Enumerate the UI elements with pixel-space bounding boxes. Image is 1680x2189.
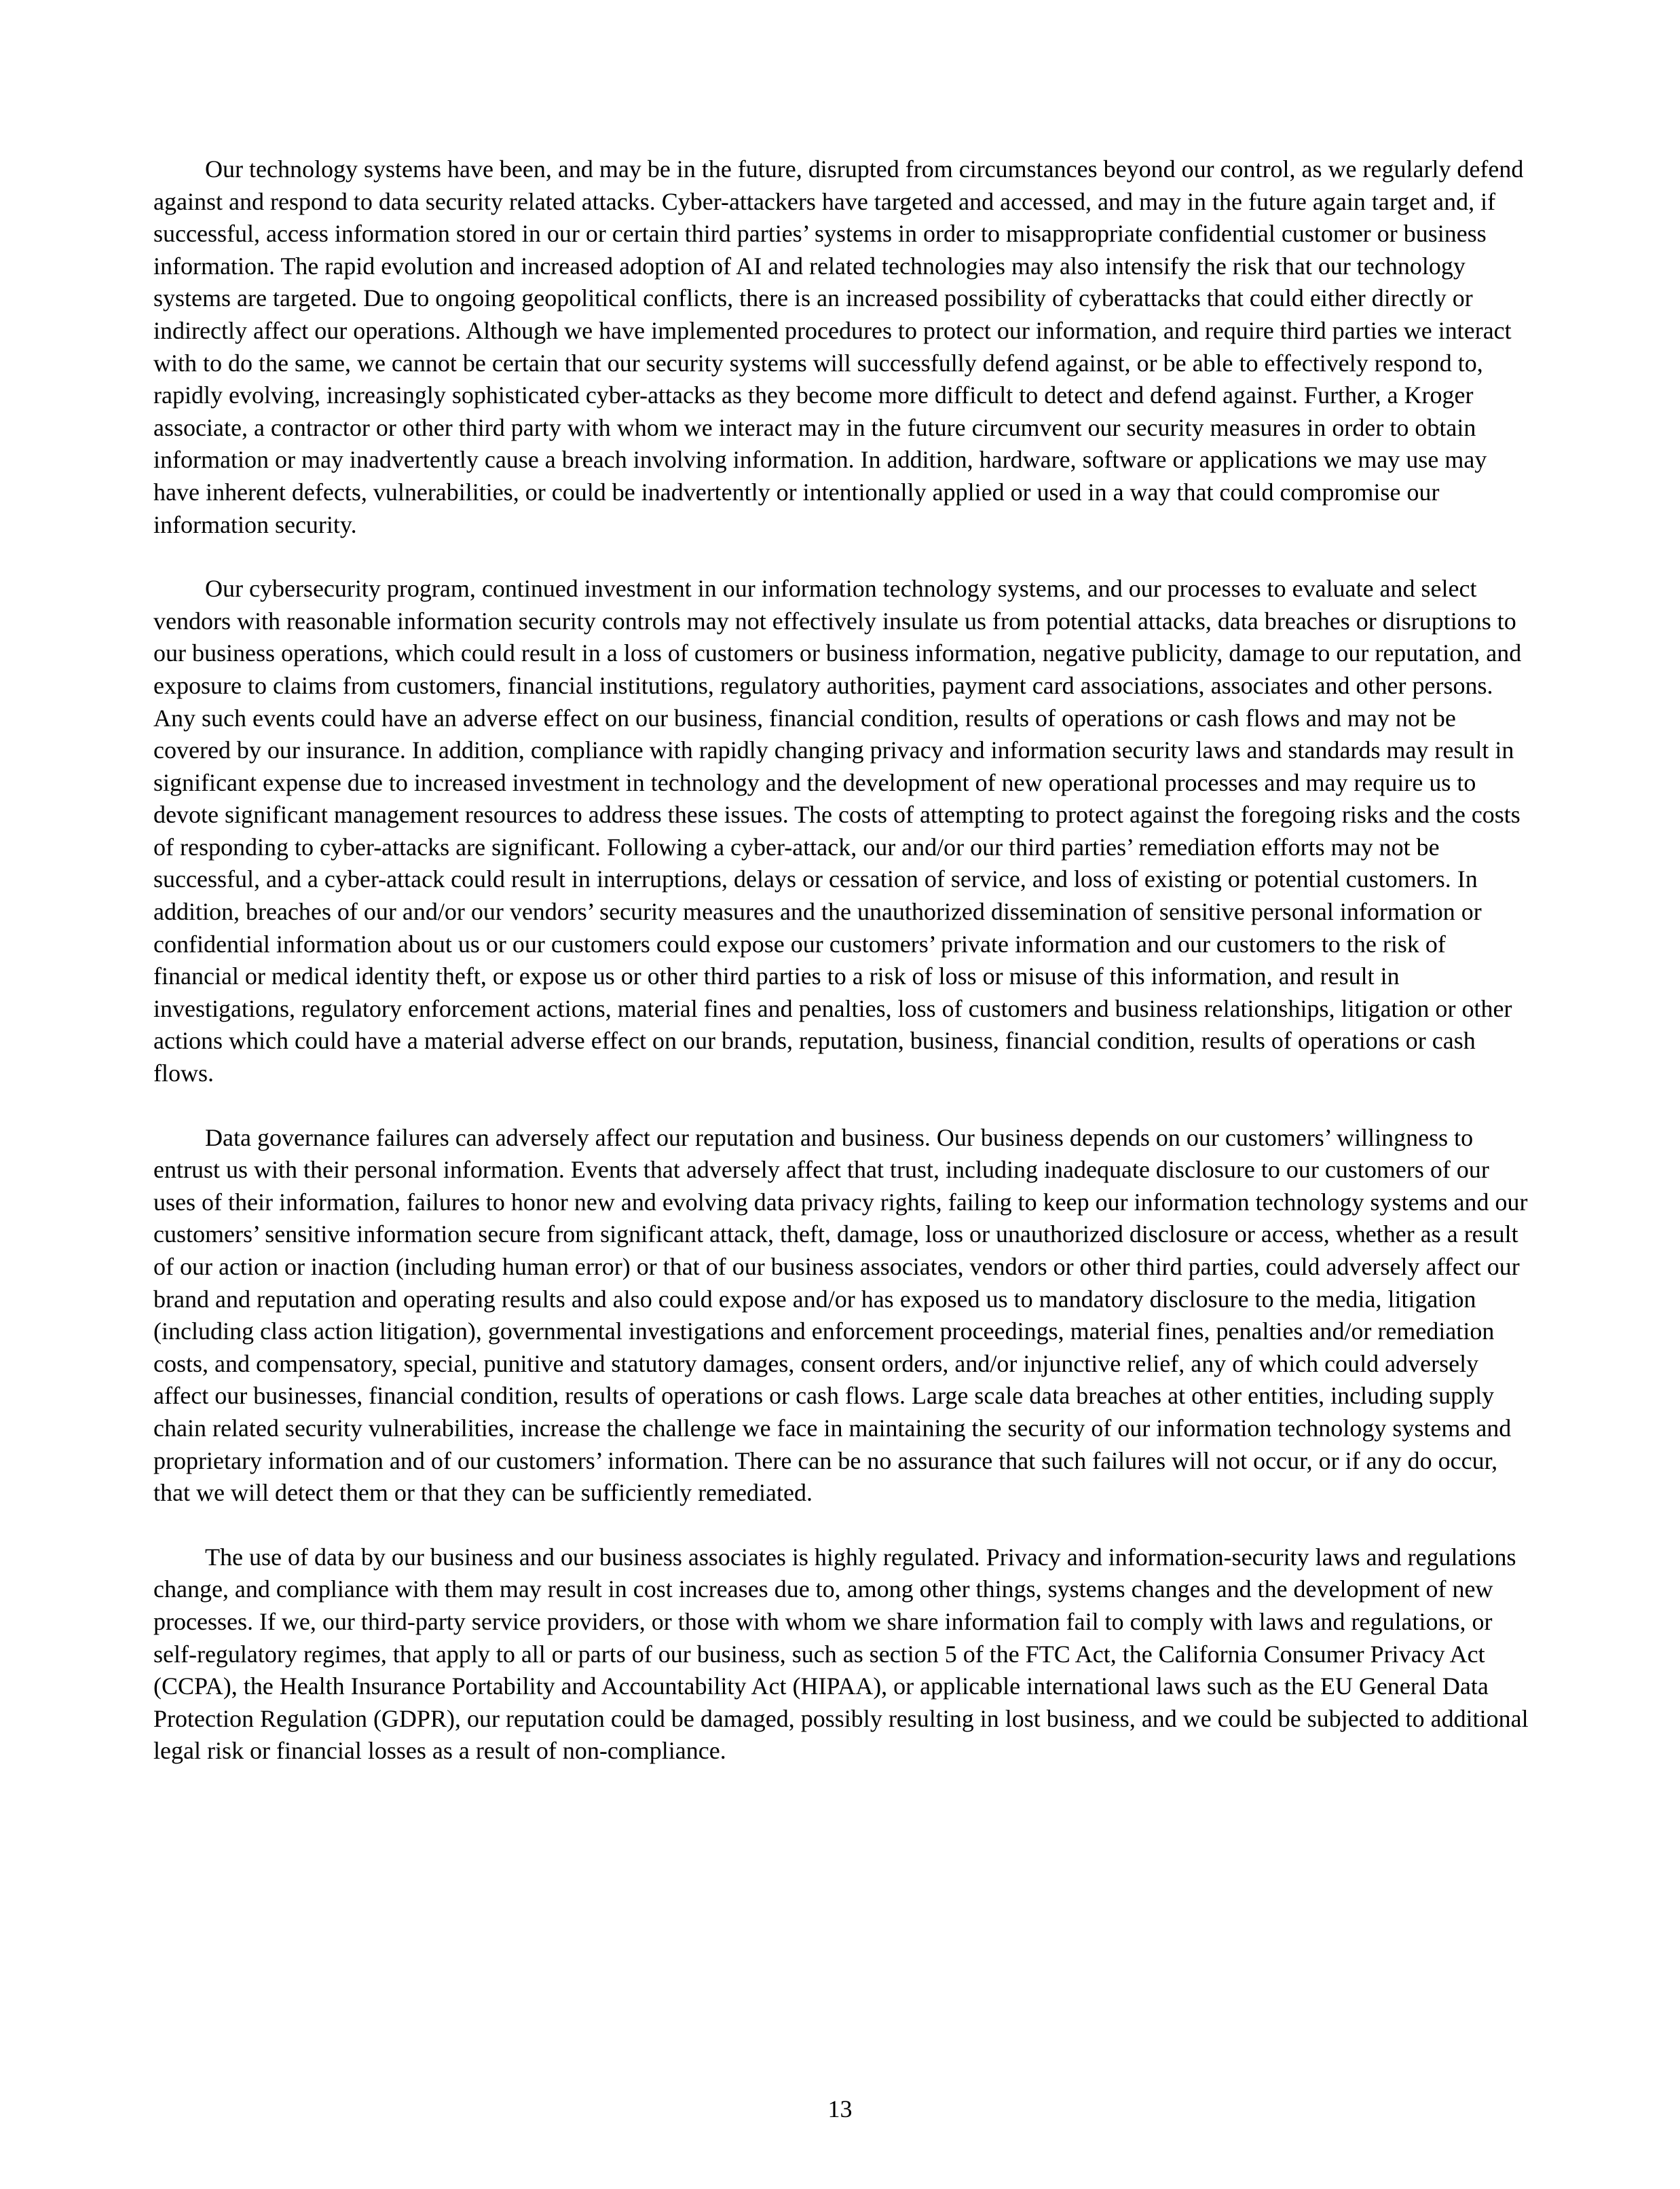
page-number: 13 (827, 2095, 853, 2122)
document-body (153, 153, 1533, 1799)
paragraph-data-governance: Data governance failures can adversely affect our reputation and business. Our business depends on our customers’ willingness to entrust us with their personal information. Events that adversely affect that trust, including inadequate disclosure to our customers of our uses of their information, failures to honor new and evolving data privacy rights, failing to keep our information technology systems and our customers’ sensitive information secure from significant attack, theft, damage, loss or unauthorized disclosure or access, whether as a result of our action or inaction (including human error) or that of our business associates, vendors or other third parties, could adversely affect our brand and reputation and operating results and also could expose and/or has exposed us to mandatory disclosure to the media, litigation (including class action litigation), governmental investigations and enforcement proceedings, material fines, penalties and/or remediation costs, and compensatory, special, punitive and statutory damages, consent orders, and/or injunctive relief, any of which could adversely affect our businesses, financial condition, results of operations or cash flows. Large scale data breaches at other entities, including supply chain related security vulnerabilities, increase the challenge we face in maintaining the security of our information technology systems and proprietary information and of our customers’ information. There can be no assurance that such failures will not occur, or if any do occur, that we will detect them or that they can be sufficiently remediated. (153, 1123, 1528, 1507)
paragraph-cybersecurity-program: Our cybersecurity program, continued investment in our information technology systems, and our processes to evaluate and select vendors with reasonable information security controls may not effectively insulate us from potential attacks, data breaches or disruptions to our business operations, which could result in a loss of customers or business information, negative publicity, damage to our reputation, and exposure to claims from customers, financial institutions, regulatory authorities, payment card associations, associates and other persons. Any such events could have an adverse effect on our business, financial condition, results of operations or cash flows and may not be covered by our insurance. In addition, compliance with rapidly changing privacy and information security laws and standards may result in significant expense due to increased investment in technology and the development of new operational processes and may require us to devote significant management resources to address these issues. The costs of attempting to protect against the foregoing risks and the costs of responding to cyber-attacks are significant. Following a cyber-attack, our and/or our third parties’ remediation efforts may not be successful, and a cyber-attack could result in interruptions, delays or cessation of service, and loss of existing or potential customers. In addition, breaches of our and/or our vendors’ security measures and the unauthorized dissemination of sensitive personal information or confidential information about us or our customers could expose our customers’ private information and our customers to the risk of financial or medical identity theft, or expose us or other third parties to a risk of loss or misuse of this information, and result in investigations, regulatory enforcement actions, material fines and penalties, loss of customers and business relationships, litigation or other actions which could have a material adverse effect on our brands, reputation, business, financial condition, results of operations or cash flows. (153, 575, 1522, 1087)
paragraph-technology-disruption: Our technology systems have been, and may be in the future, disrupted from circumstances beyond our control, as we regularly defend against and respond to data security related attacks. Cyber-attackers have targeted and accessed, and may in the future again target and, if successful, access information stored in our or certain third parties’ systems in order to misappropriate confidential customer or business information. The rapid evolution and increased adoption of AI and related technologies may also intensify the risk that our technology systems are targeted. Due to ongoing geopolitical conflicts, there is an increased possibility of cyberattacks that could either directly or indirectly affect our operations. Although we have implemented procedures to protect our information, and require third parties we interact with to do the same, we cannot be certain that our security systems will successfully defend against, or be able to effectively respond to, rapidly evolving, increasingly sophisticated cyber-attacks as they become more difficult to detect and defend against. Further, a Kroger associate, a contractor or other third party with whom we interact may in the future circumvent our security measures in order to obtain information or may inadvertently cause a breach involving information. In addition, hardware, software or applications we may use may have inherent defects, vulnerabilities, or could be inadvertently or intentionally applied or used in a way that could compromise our information security. (153, 155, 1524, 538)
paragraph-data-regulation: The use of data by our business and our business associates is highly regulated. Privacy and information-security laws and regulations change, and compliance with them may result in cost increases due to, among other things, systems changes and the development of new processes. If we, our third-party service providers, or those with whom we share information fail to comply with laws and regulations, or self-regulatory regimes, that apply to all or parts of our business, such as section 5 of the FTC Act, the California Consumer Privacy Act (CCPA), the Health Insurance Portability and Accountability Act (HIPAA), or applicable international laws such as the EU General Data Protection Regulation (GDPR), our reputation could be damaged, possibly resulting in lost business, and we could be subjected to additional legal risk or financial losses as a result of non-compliance. (153, 1543, 1529, 1765)
